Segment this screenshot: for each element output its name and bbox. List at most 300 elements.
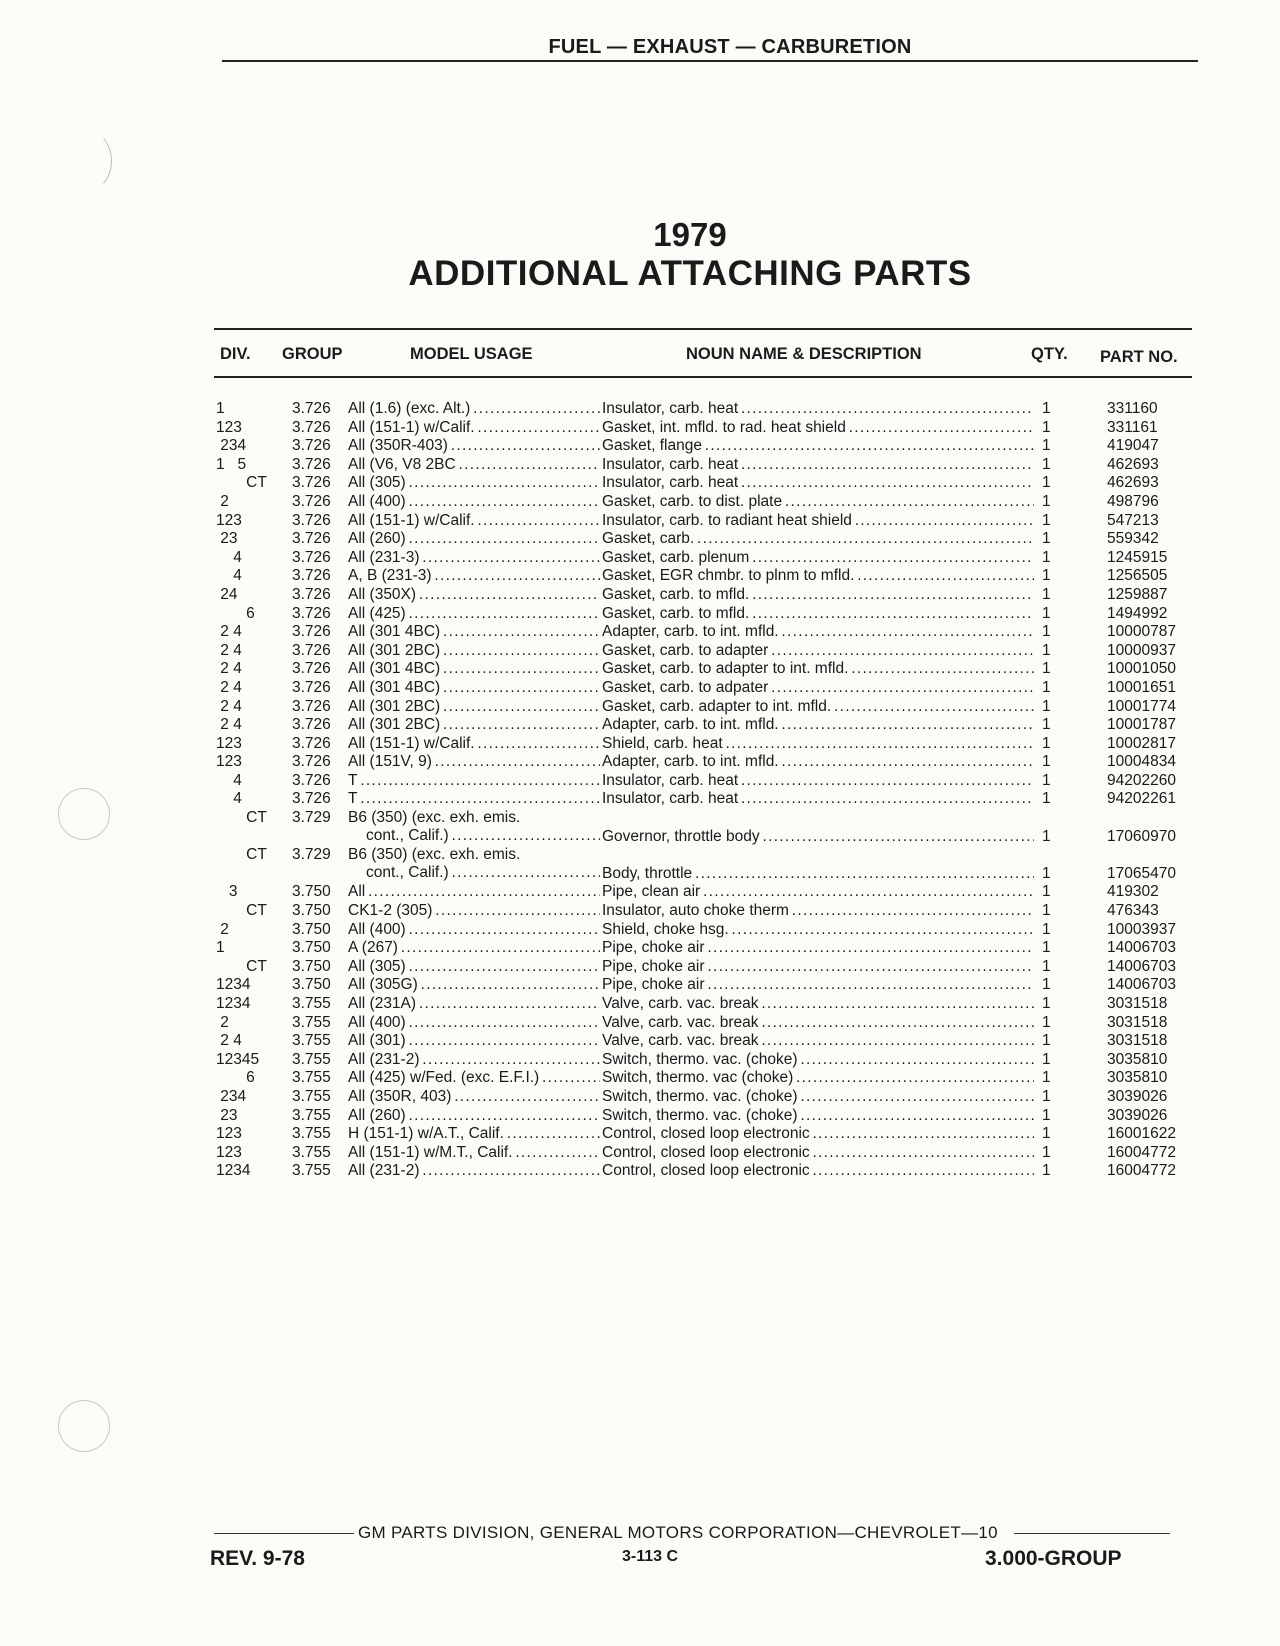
qty-cell: 1 [1042,790,1051,808]
part-number-cell: 10000937 [1107,641,1176,659]
noun-cell [602,437,1034,455]
part-number-cell: 10001774 [1107,697,1176,715]
model-text: All (301 4BC) [348,678,441,696]
table-row [214,902,1204,921]
model-text: All (231-2) [348,1050,420,1068]
noun-cell [602,883,1034,901]
noun-text: Insulator, carb. heat [602,400,739,417]
noun-text: Gasket, carb. [602,530,695,548]
noun-cell [602,605,1034,623]
part-number-cell: 498796 [1107,492,1159,510]
qty-cell: 1 [1042,771,1051,789]
model-cell [348,1032,600,1050]
model-cell [348,1107,600,1125]
noun-cell [602,753,1034,771]
noun-cell [602,586,1034,604]
div-cell: 23 [216,530,238,548]
part-number-cell: 10000787 [1107,623,1176,641]
noun-text: Gasket, EGR chmbr. to plnm to mfld. [602,567,855,585]
noun-text: Insulator, carb. to radiant heat shield [602,511,852,529]
model-text: All (1.6) (exc. Alt.) [348,400,471,417]
part-number-cell: 1259887 [1107,585,1168,603]
div-cell: 1 [216,400,225,417]
qty-cell: 1 [1042,920,1051,938]
group-cell: 3.726 [292,716,331,734]
qty-cell: 1 [1042,883,1051,901]
div-cell: 1234 [216,1162,251,1180]
model-text-continued: cont., Calif.) [366,827,449,845]
group-cell: 3.750 [292,902,331,920]
noun-text: Switch, thermo. vac. (choke) [602,1106,798,1124]
running-head: FUEL — EXHAUST — CARBURETION [548,36,912,58]
table-row [214,642,1204,661]
model-text: All (151-1) w/M.T., Calif. [348,1143,513,1161]
div-cell: 2 [216,492,229,510]
model-cell [348,1162,600,1180]
col-header-group: GROUP [282,345,343,363]
noun-text: Pipe, choke air [602,957,705,975]
group-cell: 3.755 [292,1087,331,1105]
title-year: 1979 [653,216,727,253]
model-text: B6 (350) (exc. exh. emis. [348,809,521,827]
div-cell: CT [216,474,267,492]
model-cell [348,1125,600,1143]
part-number-cell: 14006703 [1107,976,1176,994]
noun-text: Switch, thermo. vac. (choke) [602,1087,798,1105]
part-number-cell: 16004772 [1107,1162,1176,1180]
noun-text: Valve, carb. vac. break [602,995,759,1012]
model-text: All (151-1) w/Calif. [348,418,475,436]
group-cell: 3.726 [292,678,331,696]
part-number-cell: 3031518 [1107,1032,1168,1050]
noun-cell [602,549,1034,567]
model-text: All (301 4BC) [348,623,441,641]
model-text: All (260) [348,530,406,548]
group-cell: 3.726 [292,604,331,622]
qty-cell: 1 [1042,1069,1051,1087]
qty-cell: 1 [1042,1162,1051,1180]
noun-cell [602,735,1034,753]
model-text: All (305) [348,474,406,492]
col-header-div: DIV. [220,345,251,363]
part-number-cell: 3039026 [1107,1087,1168,1105]
table-row [214,976,1204,995]
table-row [214,846,1204,883]
qty-cell: 1 [1042,1143,1051,1161]
qty-cell: 1 [1042,753,1051,771]
qty-cell: 1 [1042,530,1051,548]
group-cell: 3.726 [292,418,331,436]
group-cell: 3.755 [292,1106,331,1124]
noun-text: Insulator, carb. heat [602,455,739,473]
qty-cell: 1 [1042,1050,1051,1068]
div-cell: 1 [216,939,225,957]
model-text: All (231A) [348,995,417,1012]
footer-publisher: GM PARTS DIVISION, GENERAL MOTORS CORPORATION—CHEVROLET—10 [358,1523,998,1542]
noun-cell [602,623,1034,641]
model-cell [348,1051,600,1069]
div-cell: 2 [216,920,229,938]
group-cell: 3.750 [292,939,331,957]
model-text: H (151-1) w/A.T., Calif. [348,1125,504,1143]
noun-cell [602,772,1034,790]
group-cell: 3.729 [292,809,331,827]
table-row [214,883,1204,902]
div-cell: CT [216,957,267,975]
div-cell: 123 [216,753,242,771]
model-cell [348,1144,600,1162]
part-number-cell: 331161 [1107,418,1158,436]
group-cell: 3.726 [292,400,331,417]
table-row [214,1107,1204,1126]
noun-text: Control, closed loop electronic [602,1162,810,1180]
noun-text: Pipe, choke air [602,939,705,957]
part-number-cell: 14006703 [1107,957,1176,975]
table-row [214,512,1204,531]
qty-cell: 1 [1042,511,1051,529]
div-cell: 23 [216,1106,238,1124]
noun-text: Gasket, carb. to adpater [602,678,769,696]
table-row [214,530,1204,549]
noun-text: Shield, carb. heat [602,734,723,752]
noun-text: Control, closed loop electronic [602,1143,810,1161]
model-text: All (400) [348,492,406,510]
table-row [214,549,1204,568]
noun-text: Switch, thermo. vac (choke) [602,1069,794,1087]
qty-cell: 1 [1042,604,1051,622]
table-row [214,1144,1204,1163]
binder-hole [58,788,110,840]
model-cell [348,753,600,771]
group-cell: 3.755 [292,1125,331,1143]
qty-cell: 1 [1042,827,1051,845]
part-number-cell: 3031518 [1107,995,1168,1012]
header-rule [222,60,1198,62]
noun-cell [602,1069,1034,1087]
group-cell: 3.726 [292,753,331,771]
div-cell: 3 [216,883,238,901]
revision-label: REV. 9-78 [210,1547,305,1570]
noun-cell [602,512,1034,530]
part-number-cell: 10002817 [1107,734,1176,752]
div-cell: 1234 [216,976,251,994]
model-cell [348,958,600,976]
div-cell: 4 [216,567,242,585]
group-cell: 3.755 [292,1032,331,1050]
group-cell: 3.750 [292,957,331,975]
qty-cell: 1 [1042,734,1051,752]
model-text: All (151-1) w/Calif. [348,511,475,529]
model-text: All (301) [348,1032,406,1050]
qty-cell: 1 [1042,678,1051,696]
noun-cell [602,530,1034,548]
part-number-cell: 3035810 [1107,1050,1168,1068]
table-row [214,995,1204,1014]
model-text: All (305G) [348,976,418,994]
model-cell [348,846,600,882]
part-number-cell: 10003937 [1107,920,1176,938]
part-number-cell: 462693 [1107,474,1159,492]
part-number-cell: 14006703 [1107,939,1176,957]
qty-cell: 1 [1042,1013,1051,1031]
div-cell: 6 [216,1069,255,1087]
binder-hole [62,130,112,192]
noun-cell [602,679,1034,697]
model-cell [348,623,600,641]
div-cell: CT [216,846,267,864]
noun-cell [602,1162,1034,1180]
model-cell [348,605,600,623]
noun-cell [602,1144,1034,1162]
qty-cell: 1 [1042,902,1051,920]
part-number-cell: 3035810 [1107,1069,1168,1087]
noun-text: Gasket, carb. to adapter [602,641,769,659]
div-cell: 2 4 [216,660,242,678]
qty-cell: 1 [1042,585,1051,603]
model-text: All (301 2BC) [348,697,441,715]
noun-cell [602,790,1034,808]
noun-cell [602,493,1034,511]
table-row [214,790,1204,809]
noun-text: Insulator, carb. heat [602,790,739,808]
qty-cell: 1 [1042,623,1051,641]
qty-cell: 1 [1042,716,1051,734]
noun-cell [602,698,1034,716]
group-cell: 3.726 [292,585,331,603]
footer-rule-left [214,1533,354,1534]
part-number-cell: 10001651 [1107,678,1176,696]
model-cell [348,642,600,660]
noun-text: Gasket, carb. to mfld. [602,604,750,622]
model-cell [348,902,600,920]
qty-cell: 1 [1042,1125,1051,1143]
group-cell: 3.726 [292,474,331,492]
div-cell: 123 [216,734,242,752]
div-cell: 4 [216,771,242,789]
noun-cell [602,958,1034,976]
part-number-cell: 10004834 [1107,753,1176,771]
table-row [214,493,1204,512]
noun-cell [602,1032,1034,1050]
qty-cell: 1 [1042,492,1051,510]
table-row [214,1014,1204,1033]
part-number-cell: 462693 [1107,455,1159,473]
table-row [214,1051,1204,1070]
div-cell: 4 [216,548,242,566]
model-cell [348,1069,600,1087]
model-text: All (425) [348,604,406,622]
div-cell: 12345 [216,1050,260,1068]
model-cell [348,1088,600,1106]
noun-text: Adapter, carb. to int. mfld. [602,753,779,771]
group-cell: 3.750 [292,920,331,938]
model-cell [348,437,600,455]
table-row [214,921,1204,940]
model-text: A, B (231-3) [348,567,432,585]
noun-text: Gasket, carb. plenum [602,548,750,566]
table-top-rule [214,328,1192,330]
model-cell [348,921,600,939]
group-cell: 3.726 [292,455,331,473]
div-cell: 123 [216,1143,242,1161]
part-number-cell: 94202260 [1107,771,1176,789]
noun-cell [602,1125,1034,1143]
group-cell: 3.755 [292,1162,331,1180]
model-cell [348,530,600,548]
qty-cell: 1 [1042,455,1051,473]
noun-cell [602,567,1034,585]
model-text: T [348,790,358,808]
div-cell: 123 [216,511,242,529]
group-cell: 3.729 [292,846,331,864]
group-cell: 3.755 [292,1069,331,1087]
div-cell: 234 [216,1087,247,1105]
model-text: All (301 2BC) [348,716,441,734]
parts-table [214,400,1204,1181]
noun-text: Gasket, carb. to dist. plate [602,492,783,510]
table-row [214,809,1204,846]
noun-cell [602,400,1034,418]
noun-text: Pipe, clean air [602,883,701,901]
model-text: All (350X) [348,585,417,603]
model-cell [348,995,600,1013]
model-cell [348,512,600,530]
table-row [214,698,1204,717]
qty-cell: 1 [1042,1087,1051,1105]
noun-text: Insulator, carb. heat [602,771,739,789]
qty-cell: 1 [1042,995,1051,1012]
part-number-cell: 331160 [1107,400,1158,417]
noun-text: Gasket, carb. to mfld. [602,585,750,603]
group-cell: 3.726 [292,530,331,548]
group-cell: 3.750 [292,883,331,901]
group-cell: 3.726 [292,623,331,641]
table-row [214,567,1204,586]
model-text: All (350R, 403) [348,1087,452,1105]
table-header-rule [214,376,1192,378]
div-cell: 24 [216,585,238,603]
table-row [214,735,1204,754]
part-number-cell: 17060970 [1107,827,1176,845]
part-number-cell: 16004772 [1107,1143,1176,1161]
noun-text: Valve, carb. vac. break [602,1013,759,1031]
group-cell: 3.726 [292,790,331,808]
qty-cell: 1 [1042,548,1051,566]
part-number-cell: 16001622 [1107,1125,1176,1143]
div-cell: 2 4 [216,678,242,696]
model-text: All (400) [348,1013,406,1031]
model-cell [348,660,600,678]
part-number-cell: 476343 [1107,902,1159,920]
div-cell: 2 4 [216,697,242,715]
model-cell [348,493,600,511]
noun-cell [602,1088,1034,1106]
group-cell: 3.726 [292,492,331,510]
table-row [214,1162,1204,1181]
group-cell: 3.755 [292,1013,331,1031]
table-row [214,400,1204,419]
noun-text: Gasket, carb. to adapter to int. mfld. [602,660,849,678]
noun-cell [602,1051,1034,1069]
table-row [214,1088,1204,1107]
table-row [214,419,1204,438]
table-row [214,716,1204,735]
table-row [214,1125,1204,1144]
qty-cell: 1 [1042,641,1051,659]
noun-cell [602,921,1034,939]
noun-cell [602,1107,1034,1125]
qty-cell: 1 [1042,1032,1051,1050]
qty-cell: 1 [1042,400,1051,417]
div-cell: 2 4 [216,623,242,641]
model-text: All (151V, 9) [348,753,432,771]
noun-cell [602,995,1034,1013]
model-text: All (400) [348,920,406,938]
qty-cell: 1 [1042,660,1051,678]
noun-text: Shield, choke hsg. [602,920,729,938]
noun-cell [602,474,1034,492]
qty-cell: 1 [1042,697,1051,715]
binder-hole [58,1400,110,1452]
model-text: All (305) [348,957,406,975]
part-number-cell: 419302 [1107,883,1159,901]
model-text: CK1-2 (305) [348,902,433,920]
noun-cell [602,660,1034,678]
model-text: All (301 4BC) [348,660,441,678]
table-row [214,939,1204,958]
div-cell: 2 4 [216,641,242,659]
noun-cell [602,1014,1034,1032]
model-cell [348,716,600,734]
table-row [214,660,1204,679]
col-header-noun: NOUN NAME & DESCRIPTION [686,345,922,363]
model-cell [348,567,600,585]
model-cell [348,809,600,845]
noun-text: Gasket, int. mfld. to rad. heat shield [602,418,846,436]
noun-text: Governor, throttle body [602,827,760,845]
group-cell: 3.726 [292,734,331,752]
table-row [214,623,1204,642]
group-cell: 3.726 [292,641,331,659]
noun-cell [602,716,1034,734]
part-number-cell: 3031518 [1107,1013,1168,1031]
group-cell: 3.726 [292,660,331,678]
group-cell: 3.755 [292,1143,331,1161]
table-row [214,474,1204,493]
group-cell: 3.726 [292,697,331,715]
div-cell: 1 5 [216,455,247,473]
model-text: All (V6, V8 2BC [348,455,456,473]
noun-cell [602,828,1034,846]
noun-cell [602,939,1034,957]
div-cell: 2 4 [216,716,242,734]
group-cell: 3.750 [292,976,331,994]
group-cell: 3.726 [292,771,331,789]
group-cell: 3.755 [292,995,331,1012]
div-cell: 123 [216,418,242,436]
noun-cell [602,456,1034,474]
noun-text: Insulator, auto choke therm [602,902,789,920]
div-cell: CT [216,902,267,920]
part-number-cell: 94202261 [1107,790,1176,808]
noun-cell [602,865,1034,883]
table-row [214,605,1204,624]
noun-text: Control, closed loop electronic [602,1125,810,1143]
noun-cell [602,976,1034,994]
model-text: All (151-1) w/Calif. [348,734,475,752]
model-cell [348,400,600,418]
noun-text: Gasket, carb. adapter to int. mfld. [602,697,832,715]
